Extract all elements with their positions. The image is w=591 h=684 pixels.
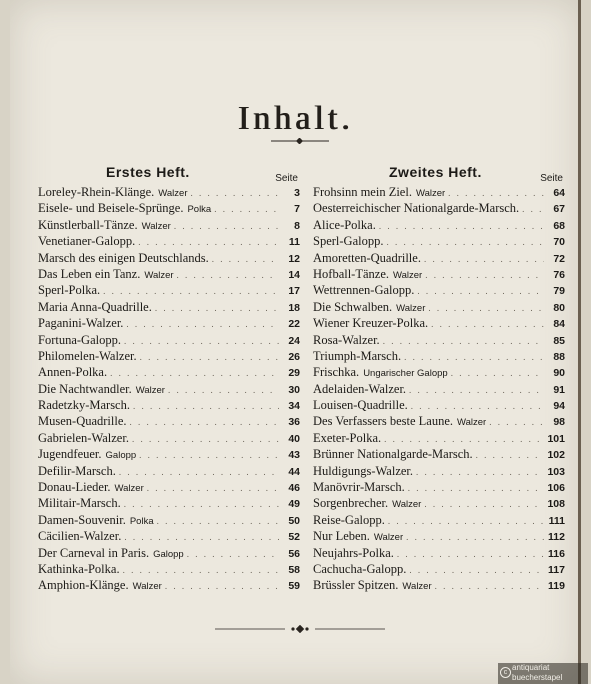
bottom-ornament — [215, 625, 385, 633]
book-page — [10, 0, 581, 684]
entry-page-number: 80 — [553, 301, 565, 314]
zweites-heft-column — [313, 160, 565, 594]
toc-entry — [313, 348, 565, 364]
dot-leader — [451, 365, 544, 381]
toc-entry — [38, 397, 300, 413]
entry-title: Musen-Quadrille. — [38, 414, 127, 429]
entry-page-number: 3 — [294, 187, 300, 199]
entry-title: Paganini-Walzer. — [38, 316, 124, 331]
dot-leader — [177, 267, 279, 283]
entry-title: Die Nachtwandler. — [38, 381, 132, 396]
toc-entry — [313, 332, 565, 348]
toc-entry — [313, 184, 565, 200]
entry-page-number: 46 — [288, 482, 300, 495]
toc-entry — [38, 463, 300, 479]
toc-entry — [313, 364, 565, 380]
entry-page-number: 44 — [288, 465, 300, 478]
dot-leader — [155, 300, 279, 316]
entry-title: Alice-Polka. — [313, 217, 376, 232]
column-heading: Zweites Heft. — [389, 164, 482, 180]
entry-genre: Polka — [129, 515, 154, 527]
entry-page-number: 85 — [553, 334, 565, 347]
toc-entry — [38, 299, 300, 315]
entry-page-number: 40 — [288, 432, 300, 445]
toc-entry — [38, 250, 300, 266]
dot-leader — [187, 546, 279, 562]
toc-entry — [313, 561, 565, 577]
toc-entry — [38, 512, 300, 528]
toc-entry — [313, 381, 565, 397]
dot-leader — [489, 414, 544, 430]
entry-list — [38, 184, 300, 594]
entry-title: Gabrielen-Walzer. — [38, 430, 129, 445]
toc-entry — [38, 184, 300, 200]
dot-leader — [384, 431, 544, 447]
entry-page-number: 50 — [288, 514, 300, 527]
entry-page-number: 36 — [288, 416, 300, 429]
entry-title: Das Leben ein Tanz. — [38, 266, 141, 281]
entry-page-number: 8 — [294, 219, 300, 232]
entry-genre: Ungarischer Galopp — [363, 368, 448, 380]
toc-entry — [313, 512, 565, 528]
copyright-icon: c — [500, 667, 511, 678]
toc-entry — [38, 545, 300, 561]
title-ornament — [271, 138, 329, 144]
entry-title: Jugendfeuer. — [38, 447, 102, 462]
entry-page-number: 116 — [548, 547, 565, 560]
entry-genre: Walzer — [135, 384, 165, 396]
dot-leader — [132, 431, 279, 447]
entry-page-number: 52 — [288, 531, 300, 544]
toc-entry — [38, 200, 300, 216]
entry-page-number: 117 — [548, 563, 565, 576]
toc-entry — [313, 233, 565, 249]
entry-genre: Walzer — [158, 188, 188, 199]
dot-leader — [428, 300, 544, 316]
toc-entry — [38, 577, 300, 593]
entry-page-number: 119 — [548, 580, 565, 593]
entry-genre: Walzer — [373, 532, 404, 544]
entry-title: Künstlerball-Tänze. — [38, 217, 138, 232]
entry-genre: Walzer — [132, 581, 162, 593]
toc-entry — [38, 348, 300, 364]
dot-leader — [397, 546, 544, 562]
toc-entry — [313, 217, 565, 233]
entry-genre: Walzer — [114, 483, 144, 495]
page-title: Inhalt. — [237, 100, 354, 137]
entry-title: Die Schwalben. — [313, 299, 393, 314]
toc-entry — [313, 250, 565, 266]
toc-entry — [313, 463, 565, 479]
entry-title: Donau-Lieder. — [38, 480, 111, 495]
toc-entry — [38, 479, 300, 495]
column-heading: Erstes Heft. — [106, 164, 190, 180]
entry-page-number: 70 — [553, 236, 565, 249]
entry-page-number: 91 — [553, 383, 565, 396]
dot-leader — [147, 480, 279, 496]
entry-genre: Walzer — [457, 417, 487, 429]
toc-entry — [313, 479, 565, 495]
entry-title: Der Carneval in Paris. — [38, 545, 150, 560]
watermark-line: antiquariat — [512, 663, 550, 672]
entry-title: Triumph-Marsch. — [313, 348, 402, 363]
toc-entry — [313, 315, 565, 331]
entry-title: Marsch des einigen Deutschlands. — [38, 250, 209, 265]
entry-title: Manövrir-Marsch. — [313, 480, 405, 495]
entry-title: Des Verfassers beste Laune. — [313, 414, 453, 429]
entry-page-number: 26 — [288, 350, 300, 363]
watermark-line: buecherstapel — [512, 673, 563, 682]
dot-leader — [431, 316, 544, 332]
entry-title: Defilir-Marsch. — [38, 463, 116, 478]
dot-leader — [417, 283, 544, 299]
toc-entry — [38, 430, 300, 446]
entry-page-number: 112 — [548, 531, 565, 544]
entry-title: Loreley-Rhein-Klänge. — [38, 185, 155, 199]
toc-entry — [313, 397, 565, 413]
entry-page-number: 59 — [288, 580, 300, 593]
entry-title: Maria Anna-Quadrille. — [38, 299, 152, 314]
erstes-heft-column — [38, 160, 300, 594]
toc-entry — [38, 364, 300, 380]
entry-page-number: 18 — [288, 301, 300, 314]
entry-title: Hofball-Tänze. — [313, 266, 390, 281]
dot-leader — [522, 201, 544, 217]
seite-label: Seite — [275, 173, 298, 184]
dot-leader — [138, 234, 279, 250]
entry-title: Frohsinn mein Ziel. — [313, 185, 412, 199]
entry-title: Cachucha-Galopp. — [313, 561, 407, 576]
dot-leader — [212, 251, 279, 267]
entry-title: Adelaiden-Walzer. — [313, 381, 407, 396]
dot-leader — [388, 513, 544, 529]
dot-leader — [133, 398, 279, 414]
entry-page-number: 49 — [288, 498, 300, 511]
dot-leader — [191, 185, 280, 201]
entry-title: Neujahrs-Polka. — [313, 545, 394, 560]
dot-leader — [406, 529, 544, 545]
dot-leader — [379, 218, 544, 234]
dot-leader — [140, 349, 279, 365]
toc-entry — [38, 233, 300, 249]
entry-page-number: 34 — [288, 400, 300, 413]
entry-title: Oesterreichischer Nationalgarde-Marsch. — [313, 201, 520, 216]
entry-title: Militair-Marsch. — [38, 496, 121, 511]
entry-page-number: 111 — [548, 514, 565, 527]
entry-title: Brünner Nationalgarde-Marsch. — [313, 447, 473, 462]
entry-title: Exeter-Polka. — [313, 430, 382, 445]
entry-title: Radetzky-Marsch. — [38, 398, 130, 413]
toc-entry — [38, 381, 300, 397]
seite-label: Seite — [540, 173, 563, 184]
dot-leader — [476, 447, 544, 463]
entry-page-number: 101 — [547, 432, 565, 445]
entry-genre: Walzer — [141, 220, 171, 232]
toc-entry — [38, 561, 300, 577]
entry-title: Reise-Galopp. — [313, 512, 385, 527]
entry-title: Huldigungs-Walzer. — [313, 463, 414, 478]
entry-page-number: 7 — [294, 203, 300, 216]
dot-leader — [103, 283, 279, 299]
entry-page-number: 43 — [288, 449, 300, 462]
toc-entry — [313, 266, 565, 282]
toc-entry — [313, 577, 565, 593]
entry-title: Eisele- und Beisele-Sprünge. — [38, 201, 184, 216]
toc-entry — [38, 282, 300, 298]
entry-page-number: 64 — [553, 187, 565, 199]
entry-page-number: 106 — [547, 482, 565, 495]
dot-leader — [123, 562, 279, 578]
toc-entry — [313, 282, 565, 298]
entry-genre: Walzer — [396, 302, 426, 314]
dot-leader — [124, 496, 279, 512]
dot-leader — [448, 185, 544, 201]
entry-page-number: 103 — [547, 465, 565, 478]
dot-leader — [409, 382, 544, 398]
toc-entry — [313, 299, 565, 315]
entry-page-number: 84 — [553, 318, 565, 331]
column-header — [313, 160, 565, 184]
entry-title: Amoretten-Quadrille. — [313, 250, 421, 265]
dot-leader — [424, 496, 544, 512]
entry-title: Sperl-Galopp. — [313, 234, 384, 249]
entry-page-number: 30 — [288, 383, 300, 396]
entry-page-number: 14 — [288, 268, 300, 281]
entry-page-number: 88 — [553, 350, 565, 363]
dot-leader — [130, 414, 279, 430]
entry-title: Frischka. — [313, 365, 360, 380]
dot-leader — [124, 333, 279, 349]
entry-title: Cäcilien-Walzer. — [38, 529, 122, 544]
toc-entry — [38, 495, 300, 511]
toc-entry — [313, 446, 565, 462]
dot-leader — [411, 398, 544, 414]
dot-leader — [124, 529, 279, 545]
toc-entry — [38, 528, 300, 544]
entry-title: Amphion-Klänge. — [38, 578, 129, 593]
toc-entry — [38, 217, 300, 233]
entry-title: Brüssler Spitzen. — [313, 578, 399, 593]
entry-page-number: 79 — [553, 285, 565, 298]
column-header — [38, 160, 300, 184]
entry-page-number: 17 — [288, 285, 300, 298]
entry-genre: Galopp — [105, 450, 137, 462]
entry-genre: Walzer — [392, 499, 422, 511]
entry-title: Philomelen-Walzer. — [38, 348, 137, 363]
dot-leader — [416, 464, 544, 480]
entry-page-number: 76 — [553, 268, 565, 281]
entry-page-number: 67 — [553, 203, 565, 216]
dot-leader — [424, 251, 544, 267]
entry-page-number: 29 — [288, 367, 300, 380]
entry-page-number: 58 — [288, 563, 300, 576]
entry-page-number: 98 — [553, 416, 565, 429]
entry-genre: Galopp — [153, 548, 184, 560]
dot-leader — [110, 365, 279, 381]
entry-list — [313, 184, 565, 594]
entry-title: Sorgenbrecher. — [313, 496, 389, 511]
entry-title: Wiener Kreuzer-Polka. — [313, 316, 429, 331]
toc-entry — [313, 528, 565, 544]
dot-leader — [165, 578, 279, 594]
dot-leader — [214, 201, 279, 217]
dot-leader — [157, 513, 279, 529]
toc-entry — [38, 446, 300, 462]
entry-title: Louisen-Quadrille. — [313, 398, 408, 413]
dot-leader — [126, 316, 279, 332]
entry-genre: Walzer — [393, 269, 423, 281]
toc-entry — [38, 266, 300, 282]
entry-page-number: 12 — [288, 252, 300, 265]
toc-entry — [38, 413, 300, 429]
entry-title: Damen-Souvenir. — [38, 512, 126, 527]
dot-leader — [409, 562, 544, 578]
entry-title: Rosa-Walzer. — [313, 332, 380, 347]
entry-genre: Walzer — [402, 581, 432, 593]
entry-page-number: 94 — [553, 400, 565, 413]
dot-leader — [435, 578, 544, 594]
dot-leader — [408, 480, 544, 496]
dot-leader — [174, 218, 279, 234]
dot-leader — [139, 447, 279, 463]
toc-entry — [313, 413, 565, 429]
entry-title: Nur Leben. — [313, 529, 370, 544]
entry-title: Sperl-Polka. — [38, 283, 101, 298]
dot-leader — [119, 464, 279, 480]
entry-title: Venetianer-Galopp. — [38, 234, 136, 249]
entry-page-number: 22 — [288, 318, 300, 331]
toc-entry — [313, 430, 565, 446]
dot-leader — [404, 349, 544, 365]
entry-page-number: 72 — [553, 252, 565, 265]
dot-leader — [425, 267, 544, 283]
entry-title: Kathinka-Polka. — [38, 561, 120, 576]
entry-genre: Polka — [187, 204, 212, 216]
toc-entry — [313, 495, 565, 511]
entry-title: Wettrennen-Galopp. — [313, 283, 415, 298]
watermark-logo — [498, 663, 588, 684]
entry-page-number: 11 — [288, 236, 300, 249]
entry-title: Fortuna-Galopp. — [38, 332, 121, 347]
entry-page-number: 24 — [288, 334, 300, 347]
dot-leader — [168, 382, 279, 398]
entry-page-number: 90 — [553, 367, 565, 380]
dot-leader — [383, 333, 544, 349]
toc-entry — [313, 200, 565, 216]
toc-entry — [38, 332, 300, 348]
entry-page-number: 108 — [547, 498, 565, 511]
entry-title: Annen-Polka. — [38, 365, 108, 380]
entry-page-number: 68 — [553, 219, 565, 232]
toc-entry — [38, 315, 300, 331]
toc-entry — [313, 545, 565, 561]
entry-genre: Walzer — [415, 188, 446, 199]
entry-genre: Walzer — [144, 269, 174, 281]
entry-page-number: 102 — [547, 449, 565, 462]
dot-leader — [386, 234, 544, 250]
entry-page-number: 56 — [288, 547, 300, 560]
